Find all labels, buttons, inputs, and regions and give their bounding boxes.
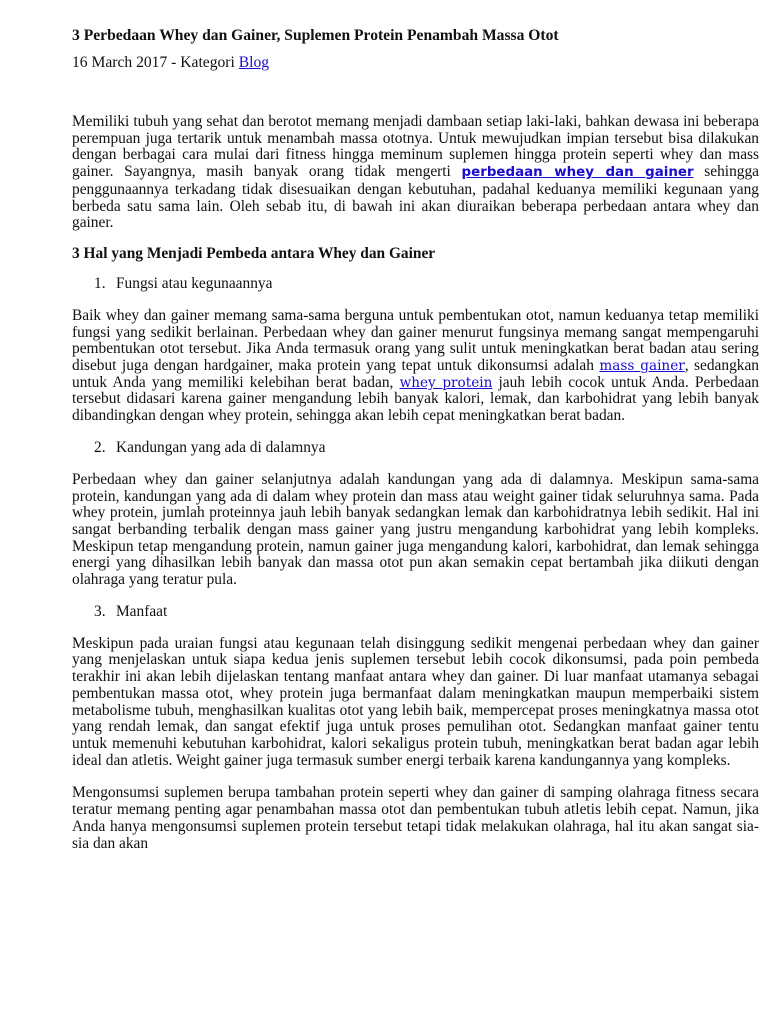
intro-text-2: sehingga penggunaannya terkadang tidak disesuaikan dengan kebutuhan, padahal keduanya memiliki kegunaan yang berbeda satu sama lain. Oleh sebab itu, di bawah ini akan diuraikan beberapa perbedaan antara whey dan gainer. [72,163,759,232]
list-number: 1. [94,274,106,292]
article-date: 16 March 2017 [72,54,168,71]
list-number: 2. [94,438,106,456]
article [72,26,759,852]
list-label: Manfaat [116,602,168,620]
article-meta [72,53,759,73]
list-item-3 [72,603,759,621]
category-prefix: - Kategori [167,54,239,71]
section-heading: 3 Hal yang Menjadi Pembeda antara Whey dan Gainer [72,244,436,262]
link-mass-gainer[interactable]: mass gainer [599,358,685,375]
list-label: Fungsi atau kegunaannya [116,274,273,292]
point-3-paragraph: Meskipun pada uraian fungsi atau kegunaan telah disinggung sedikit mengenai perbedaan whey dan gainer yang menjelaskan untuk siapa kedua jenis suplemen tersebut lebih cocok dikonsumsi, pada poin pembeda terakhir ini akan lebih dijelaskan tentang manfaat antara whey dan gainer. Di luar manfaat utamanya sebagai pembentukan massa otot, whey protein juga bermanfaat dalam meningkatkan maupun memperbaiki sistem metabolisme tubuh, menghasilkan kualitas otot yang lebih baik, mempercepat proses meningkatnya massa otot yang rendah lemak, dan sangat efektif juga untuk proses pemulihan otot. Sedangkan manfaat gainer tentu untuk memenuhi kebutuhan karbohidrat, kalori sekaligus protein tubuh, meningkatkan berat badan agar lebih ideal dan atletis. Weight gainer juga termasuk sumber energi terbaik karena kandungannya yang kompleks. [72,634,759,769]
link-whey-protein[interactable]: whey protein [399,374,493,391]
list-item-2 [72,439,759,457]
category-link-blog[interactable]: Blog [238,54,270,71]
closing-paragraph: Mengonsumsi suplemen berupa tambahan protein seperti whey dan gainer di samping olahraga fitness secara teratur memang penting agar penambahan massa otot dan pembentukan tubuh atletis lebih cepat. Namun, jika Anda hanya mengonsumsi suplemen protein tersebut tetapi tidak melakukan olahraga, hal itu akan sangat sia-sia dan akan [72,784,759,852]
list-item-1 [72,275,759,293]
intro-text-1: Memiliki tubuh yang sehat dan berotot memang menjadi dambaan setiap laki-laki, bahkan dewasa ini beberapa perempuan juga tertarik untuk menambah massa ototnya. Untuk mewujudkan impian tersebut bisa dilakukan dengan berbagai cara mulai dari fitness hingga meminum suplemen hingga protein seperti whey dan mass gainer. Sayangnya, masih banyak orang tidak mengerti [72,113,759,181]
link-perbedaan-whey-dan-gainer[interactable]: perbedaan whey dan gainer [461,165,694,181]
point-1-paragraph [72,308,759,425]
point-1-text-a: Baik whey dan gainer memang sama-sama berguna untuk pembentukan otot, namun keduanya tetap memiliki fungsi yang sedikit berlainan. Perbedaan whey dan gainer menurut fungsinya memang sangat mempengaruhi pembentukan otot tersebut. Jika Anda termasuk orang yang sulit untuk meningkatkan berat badan atau sering disebut juga dengan hardgainer, maka protein yang tepat untuk dikonsumsi adalah [72,306,759,375]
list-label: Kandungan yang ada di dalamnya [116,438,326,456]
point-1-text-b: , sedangkan untuk Anda yang memiliki kelebihan berat badan, [72,357,759,391]
list-number: 3. [94,602,106,620]
article-title: 3 Perbedaan Whey dan Gainer, Suplemen Protein Penambah Massa Otot [72,27,559,44]
point-1-text-c: jauh lebih cocok untuk Anda. Perbedaan tersebut didasari karena gainer mengandung lebih banyak kalori, lemak, dan karbohidrat yang lebih banyak dibandingkan dengan whey protein, sehingga akan lebih cepat meningkatkan berat badan. [72,373,759,425]
point-2-paragraph: Perbedaan whey dan gainer selanjutnya adalah kandungan yang ada di dalamnya. Meskipun sama-sama protein, kandungan yang ada di dalam whey protein dan mass atau weight gainer tidak seluruhnya sama. Pada whey protein, jumlah proteinnya jauh lebih banyak sedangkan lemak dan karbohidratnya lebih sedikit. Hal ini sangat berbanding terbalik dengan mass gainer yang justru mengandung karbohidrat yang lebih kompleks. Meskipun tetap mengandung protein, namun gainer juga mengandung kalori, karbohidrat, dan lemak sehingga energi yang dihasilkan lebih banyak dan massa otot pun akan semakin cepat bertambah jika diikuti dengan olahraga yang teratur pula. [72,470,759,589]
intro-paragraph [72,114,759,232]
